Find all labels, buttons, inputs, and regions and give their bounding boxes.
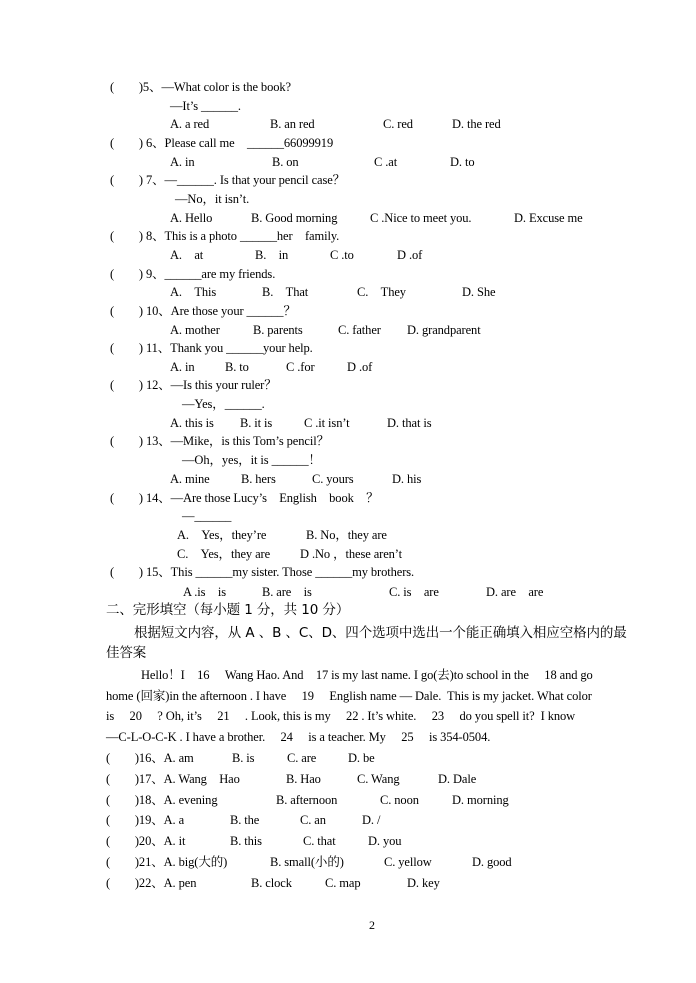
question-12-dialogue: —Yes，______. (182, 397, 265, 411)
cloze-item-18-option-c: C. noon (380, 793, 419, 807)
question-5-stem: ( )5、—What color is the book? (110, 80, 291, 94)
question-11-option-d: D .of (347, 360, 373, 374)
question-9-option-d: D. She (462, 285, 496, 299)
cloze-item-16-option-b: B. is (232, 751, 255, 765)
question-8-option-a: A. at (170, 248, 204, 262)
section-2-instruction-line-1: 根据短文内容，从 A 、B 、C、D、四个选项中选出一个能正确填入相应空格内的最 (134, 625, 627, 641)
question-8-option-b: B. in (255, 248, 289, 262)
question-14-stem: ( ) 14、—Are those Lucy’s English book ？ (110, 491, 379, 505)
cloze-item-20-option-c: C. that (303, 834, 336, 848)
question-10-option-b: B. parents (253, 323, 303, 337)
question-13-option-d: D. his (392, 472, 422, 486)
question-14-option-b: B. No，they are (306, 528, 387, 542)
cloze-item-18-option-d: D. morning (452, 793, 509, 807)
cloze-item-22-option-c: C. map (325, 876, 361, 890)
question-12-option-d: D. that is (387, 416, 432, 430)
question-12-option-a: A. this is (170, 416, 214, 430)
question-9-option-a: A. This (170, 285, 217, 299)
passage-line-3: is 20 ? Oh, it’s 21 . Look, this is my 22 . It’s white. 23 do you spell it? I know (106, 709, 576, 723)
question-6-option-b: B. on (272, 155, 299, 169)
question-10-option-d: D. grandparent (407, 323, 481, 337)
question-12-option-b: B. it is (240, 416, 273, 430)
question-15-option-c: C. is are (389, 585, 439, 599)
question-7-dialogue: —No，it isn’t. (175, 192, 250, 206)
cloze-item-19-option-b: B. the (230, 813, 260, 827)
question-8-stem: ( ) 8、This is a photo ______her family. (110, 229, 340, 243)
question-10-option-a: A. mother (170, 323, 220, 337)
question-15-option-d: D. are are (486, 585, 544, 599)
question-11-option-a: A. in (170, 360, 195, 374)
question-7-option-c: C .Nice to meet you. (370, 211, 472, 225)
question-7-option-b: B. Good morning (251, 211, 338, 225)
cloze-item-20-stem: ( )20、A. it (106, 834, 186, 848)
question-10-stem: ( ) 10、Are those your ______？ (110, 304, 296, 318)
question-13-stem: ( ) 13、—Mike，is this Tom’s pencil？ (110, 434, 329, 448)
question-12-option-c: C .it isn’t (304, 416, 350, 430)
question-11-stem: ( ) 11、Thank you ______your help. (110, 341, 313, 355)
cloze-item-21-option-c: C. yellow (384, 855, 432, 869)
cloze-item-22-stem: ( )22、A. pen (106, 876, 197, 890)
question-14-option-c: C. Yes，they are (177, 547, 271, 561)
question-11-option-c: C .for (286, 360, 315, 374)
cloze-item-22-option-b: B. clock (251, 876, 292, 890)
question-15-option-b: B. are is (262, 585, 312, 599)
cloze-item-16-option-d: D. be (348, 751, 375, 765)
cloze-item-17-option-d: D. Dale (438, 772, 477, 786)
section-2-instruction-line-2: 佳答案 (106, 645, 147, 661)
page-number: 2 (369, 918, 375, 932)
question-10-option-c: C. father (338, 323, 381, 337)
cloze-item-21-option-d: D. good (472, 855, 512, 869)
question-13-option-b: B. hers (241, 472, 276, 486)
cloze-item-20-option-b: B. this (230, 834, 262, 848)
passage-line-4: —C-L-O-C-K . I have a brother. 24 is a teacher. My 25 is 354-0504. (106, 730, 491, 744)
question-13-dialogue: —Oh，yes，it is ______！ (182, 453, 321, 467)
question-7-stem: ( ) 7、—______. Is that your pencil case？ (110, 173, 346, 187)
question-8-option-d: D .of (397, 248, 423, 262)
cloze-item-19-option-d: D. / (362, 813, 381, 827)
cloze-item-17-stem: ( )17、A. Wang Hao (106, 772, 240, 786)
cloze-item-21-stem: ( )21、A. big(大的) (106, 855, 228, 869)
question-6-option-d: D. to (450, 155, 475, 169)
question-13-option-c: C. yours (312, 472, 354, 486)
question-6-stem: ( ) 6、Please call me ______66099919 (110, 136, 334, 150)
passage-line-1: Hello！I 16 Wang Hao. And 17 is my last name. I go(去)to school in the 18 and go (141, 668, 593, 682)
question-13-option-a: A. mine (170, 472, 210, 486)
question-14-option-d: D .No ，these aren’t (300, 547, 403, 561)
question-15-stem: ( ) 15、This ______my sister. Those ______my brothers. (110, 565, 415, 579)
cloze-item-16-stem: ( )16、A. am (106, 751, 194, 765)
cloze-item-19-stem: ( )19、A. a (106, 813, 185, 827)
question-9-option-b: B. That (262, 285, 309, 299)
cloze-item-21-option-b: B. small(小的) (270, 855, 344, 869)
cloze-item-20-option-d: D. you (368, 834, 402, 848)
question-14-dialogue: —______ (182, 509, 232, 523)
question-15-option-a: A .is is (183, 585, 226, 599)
question-9-stem: ( ) 9、______are my friends. (110, 267, 276, 281)
cloze-item-18-stem: ( )18、A. evening (106, 793, 218, 807)
cloze-item-18-option-b: B. afternoon (276, 793, 338, 807)
question-11-option-b: B. to (225, 360, 249, 374)
question-8-option-c: C .to (330, 248, 354, 262)
cloze-item-17-option-b: B. Hao (286, 772, 321, 786)
question-5-option-b: B. an red (270, 117, 315, 131)
question-12-stem: ( ) 12、—Is this your ruler？ (110, 378, 277, 392)
question-14-option-a: A. Yes，they’re (177, 528, 267, 542)
question-7-option-d: D. Excuse me (514, 211, 583, 225)
section-2-title: 二、完形填空（每小题 1 分，共 10 分） (106, 602, 350, 618)
question-5-option-d: D. the red (452, 117, 501, 131)
question-6-option-a: A. in (170, 155, 195, 169)
question-6-option-c: C .at (374, 155, 398, 169)
cloze-item-19-option-c: C. an (300, 813, 326, 827)
passage-line-2: home (回家)in the afternoon . I have 19 English name — Dale. This is my jacket. What color (106, 689, 592, 703)
question-7-option-a: A. Hello (170, 211, 213, 225)
question-5-dialogue: —It’s ______. (170, 99, 241, 113)
cloze-item-22-option-d: D. key (407, 876, 440, 890)
cloze-item-17-option-c: C. Wang (357, 772, 400, 786)
question-9-option-c: C. They (357, 285, 406, 299)
question-5-option-c: C. red (383, 117, 413, 131)
question-5-option-a: A. a red (170, 117, 210, 131)
cloze-item-16-option-c: C. are (287, 751, 317, 765)
